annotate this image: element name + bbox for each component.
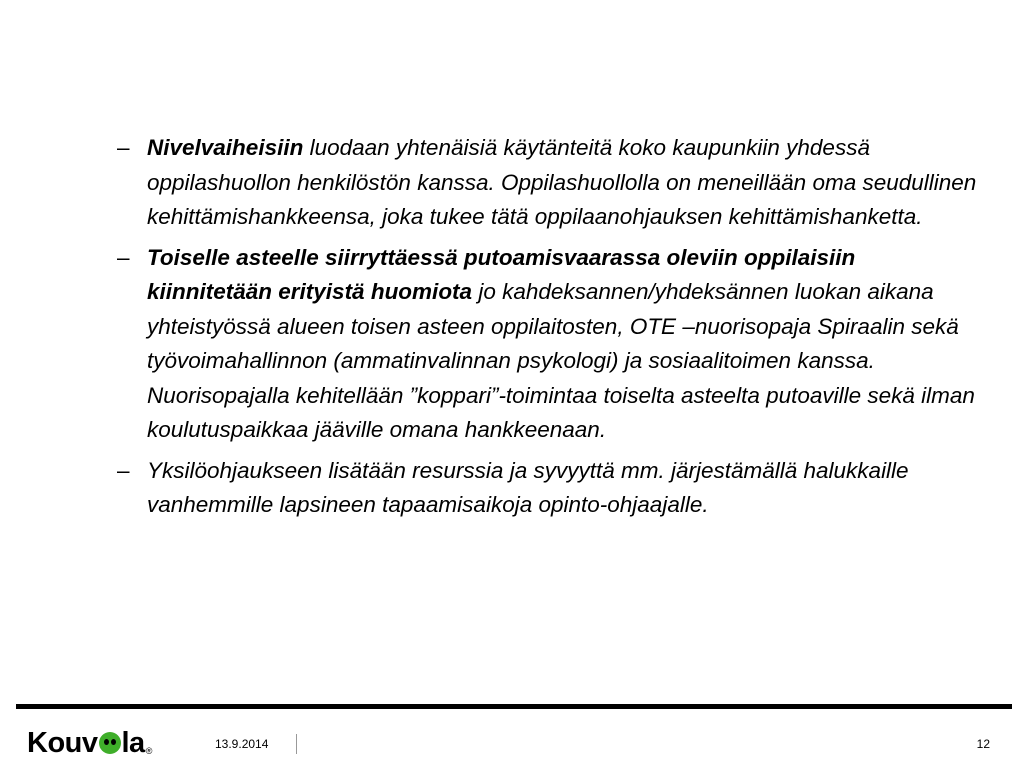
footer-date: 13.9.2014 — [215, 737, 269, 751]
dash-marker: – — [117, 244, 130, 270]
registered-mark: ® — [145, 746, 152, 756]
footer-separator — [296, 734, 297, 754]
bullet-text: luodaan yhtenäisiä käytänteitä koko kaupunkiin yhdessä oppilashuollon henkilöstön kanssa. Oppilashuollolla on meneillään oma seudullinen kehittämishankkeensa, joka tukee tätä oppilaanohjauksen kehittämishanketta. — [147, 135, 977, 229]
dash-marker: – — [117, 135, 130, 160]
logo-text-start: Kouv — [27, 727, 98, 759]
kouvola-logo — [27, 727, 152, 761]
footer — [0, 715, 1024, 768]
slide-body — [117, 131, 977, 529]
bullet-item — [117, 131, 977, 235]
dash-marker: – — [117, 457, 130, 483]
bullet-bold-text: Toiselle asteelle siirryttäessä putoamisvaarassa oleviin oppilaisiin kiinnitetään erityistä huomiota — [147, 244, 856, 304]
bullet-bold-text: Nivelvaiheisiin — [147, 135, 304, 160]
page-number: 12 — [976, 737, 990, 751]
logo-face-icon — [99, 732, 121, 754]
logo-text-end: la — [121, 727, 145, 759]
bullet-item — [117, 241, 977, 448]
bullet-text: Yksilöohjaukseen lisätään resurssia ja syvyyttä mm. järjestämällä halukkaille vanhemmille lapsineen tapaamisaikoja opinto-ohjaajalle. — [147, 457, 909, 517]
bullet-item — [117, 454, 977, 523]
bullet-text: jo kahdeksannen/yhdeksännen luokan aikana yhteistyössä alueen toisen asteen oppilaitosten, OTE –nuorisopaja Spiraalin sekä työvoimahallinnon (ammatinvalinnan psykologi) ja sosiaalitoimen kanssa. Nuorisopajalla kehitellään ”koppari”-toimintaa toiselta asteelta putoaville sekä ilman koulutuspaikkaa jääville omana hankkeenaan. — [147, 279, 975, 442]
footer-divider — [16, 704, 1012, 709]
